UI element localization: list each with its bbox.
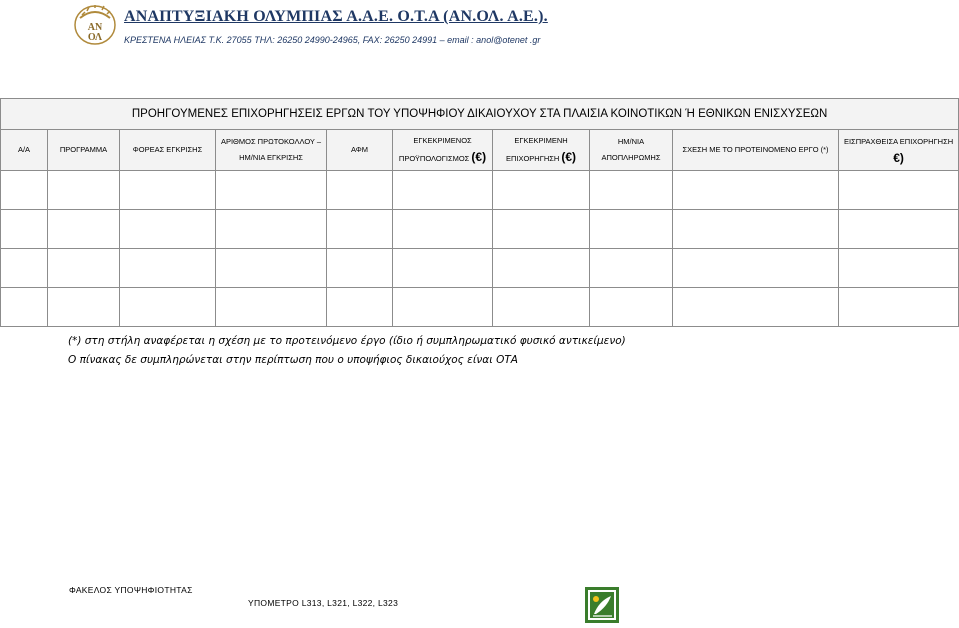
column-header-protokollo [216,130,327,171]
table-cell[interactable] [493,171,590,210]
table-cell[interactable] [120,249,216,288]
leader-logo-icon [585,587,619,623]
column-header-epixorigisi-line2: ΕΠΙΧΟΡΗΓΗΣΗ [505,154,560,163]
table-cell[interactable] [327,288,393,327]
table-cell[interactable] [590,210,673,249]
table-cell[interactable] [120,288,216,327]
table-cell[interactable] [327,210,393,249]
organization-contact: ΚΡΕΣΤΕΝΑ ΗΛΕΙΑΣ Τ.Κ. 27055 ΤΗΛ: 26250 24990-24965, FAX: 26250 24991 – email : anol@otenet .gr [124,35,541,45]
svg-text:ΟΛ: ΟΛ [87,32,103,43]
table-cell[interactable] [48,249,120,288]
column-header-eispraxthisa [839,130,959,171]
table-cell[interactable] [590,288,673,327]
table-cell[interactable] [393,249,493,288]
table-cell[interactable] [1,210,48,249]
table-cell[interactable] [327,171,393,210]
column-header-epixorigisi-line1: ΕΓΚΕΚΡΙΜΕΝΗ [514,136,568,145]
column-header-eispraxthisa-unit: €) [893,151,904,165]
table-cell[interactable] [493,288,590,327]
note-relation: (*) στη στήλη αναφέρεται η σχέση με το προτεινόμενο έργο (ίδιο ή συμπληρωματικό φυσικό αντικείμενο) [68,335,626,347]
column-header-programma: ΠΡΟΓΡΑΜΜΑ [48,130,120,171]
table-cell[interactable] [216,210,327,249]
table-title: ΠΡΟΗΓΟΥΜΕΝΕΣ ΕΠΙΧΟΡΗΓΗΣΕΙΣ ΕΡΓΩΝ ΤΟΥ ΥΠΟΨΗΦΙΟΥ ΔΙΚΑΙΟΥΧΟΥ ΣΤΑ ΠΛΑΙΣΙΑ ΚΟΙΝΟΤΙΚΩΝ Ή ΕΘΝΙΚΩΝ ΕΝΙΣΧΥΣΕΩΝ [1,99,959,130]
table-cell[interactable] [120,210,216,249]
table-cell[interactable] [673,210,839,249]
table-cell[interactable] [673,288,839,327]
table-cell[interactable] [1,288,48,327]
column-header-protokollo-line2: ΗΜ/ΝΙΑ ΕΓΚΡΙΣΗΣ [239,153,303,162]
column-header-afm: ΑΦΜ [327,130,393,171]
column-header-epixorigisi [493,130,590,171]
table-cell[interactable] [839,171,959,210]
column-header-proypologismos-line1: ΕΓΚΕΚΡΙΜΕΝΟΣ [413,136,472,145]
table-header-row [1,130,959,171]
table-cell[interactable] [48,171,120,210]
column-header-proypologismos [393,130,493,171]
table-cell[interactable] [216,171,327,210]
footer-submeasure: ΥΠΟΜΕΤΡΟ L313, L321, L322, L323 [248,598,399,608]
table-cell[interactable] [839,288,959,327]
column-header-epixorigisi-unit: (€) [561,150,577,164]
table-cell[interactable] [393,210,493,249]
table-row [1,171,959,210]
column-header-protokollo-line1: ΑΡΙΘΜΟΣ ΠΡΩΤΟΚΟΛΛΟΥ – [220,137,322,146]
column-header-proypologismos-line2: ΠΡΟΫΠΟΛΟΓΙΣΜΟΣ [398,154,470,163]
column-header-sxesi: ΣΧΕΣΗ ΜΕ ΤΟ ΠΡΟΤΕΙΝΟΜΕΝΟ ΕΡΓΟ (*) [673,130,839,171]
note-ota: Ο πίνακας δε συμπληρώνεται στην περίπτωση που ο υποψήφιος δικαιούχος είναι ΟΤΑ [68,354,518,366]
table-cell[interactable] [493,249,590,288]
table-cell[interactable] [673,171,839,210]
table-cell[interactable] [673,249,839,288]
column-header-apoplirosi-line1: ΗΜ/ΝΙΑ [617,137,645,146]
table-cell[interactable] [393,171,493,210]
table-cell[interactable] [839,249,959,288]
column-header-apoplirosi [590,130,673,171]
table-cell[interactable] [48,288,120,327]
table-cell[interactable] [216,288,327,327]
table-row [1,210,959,249]
table-cell[interactable] [48,210,120,249]
table-cell[interactable] [393,288,493,327]
table-row [1,249,959,288]
table-cell[interactable] [839,210,959,249]
svg-text:ΑΝ: ΑΝ [87,22,103,33]
footer-application-file: ΦΑΚΕΛΟΣ ΥΠΟΨΗΦΙΟΤΗΤΑΣ [69,585,193,595]
organization-name: ΑΝΑΠΤΥΞΙΑΚΗ ΟΛΥΜΠΙΑΣ Α.Α.Ε. Ο.Τ.Α (ΑΝ.ΟΛ. Α.Ε.). [124,8,548,25]
anol-logo-icon [72,4,118,46]
column-header-proypologismos-unit: (€) [471,150,487,164]
table-cell[interactable] [493,210,590,249]
table-cell[interactable] [1,249,48,288]
column-header-apoplirosi-line2: ΑΠΟΠΛΗΡΩΜΗΣ [601,153,661,162]
table-cell[interactable] [590,249,673,288]
table-cell[interactable] [590,171,673,210]
column-header-eispraxthisa-line1: ΕΙΣΠΡΑΧΘΕΙΣΑ ΕΠΙΧΟΡΗΓΗΣΗ [843,137,954,146]
column-header-foreas: ΦΟΡΕΑΣ ΕΓΚΡΙΣΗΣ [120,130,216,171]
table-cell[interactable] [216,249,327,288]
table-notes [68,332,626,370]
table-cell[interactable] [1,171,48,210]
column-header-aa: Α/Α [1,130,48,171]
table-row [1,288,959,327]
table-cell[interactable] [327,249,393,288]
table-cell[interactable] [120,171,216,210]
previous-grants-table [0,98,959,327]
